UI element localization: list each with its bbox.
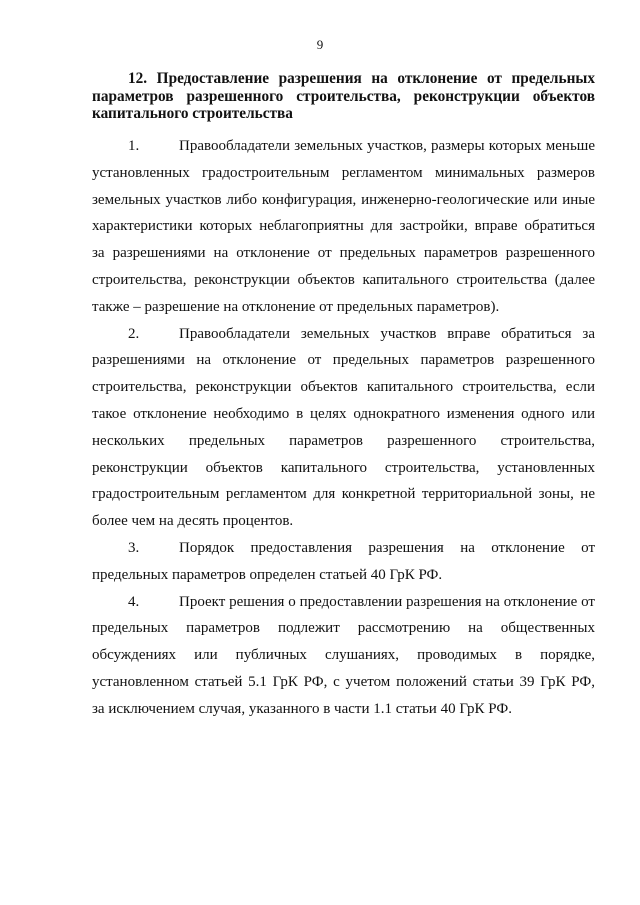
paragraph-1-text: Правообладатели земельных участков, размеры которых меньше: [179, 138, 595, 154]
paragraph-3-line: предельных параметров определен статьей 40 ГрК РФ.: [92, 566, 443, 583]
paragraph-2-line-1: [92, 321, 595, 348]
section-heading: 12. Предоставление разрешения на отклонение от предельных параметров разрешенного строительства, реконструкции объектов капитального строительства: [92, 70, 595, 123]
paragraph-2-line: строительства, реконструкции объектов капитального строительства, если: [92, 379, 595, 396]
paragraph-1-line: строительства, реконструкции объектов капитального строительства (далее: [92, 271, 595, 288]
page-number: 9: [316, 37, 324, 52]
paragraph-1-line: земельных участков либо конфигурация, инженерно-геологические или иные: [92, 191, 595, 208]
paragraph-1-line: за разрешениями на отклонение от предельных параметров разрешенного: [92, 245, 595, 262]
section-body: [92, 133, 595, 723]
paragraph-2-text: Правообладатели земельных участков вправе обратиться за: [179, 325, 595, 342]
paragraph-1-number: 1.: [128, 138, 140, 154]
paragraph-2-line: такое отклонение необходимо в целях однократного изменения одного или: [92, 405, 595, 422]
paragraph-1-line-1: [92, 133, 595, 160]
paragraph-3-number: 3.: [128, 539, 140, 556]
paragraph-4-text: Проект решения о предоставлении разрешения на отклонение от: [179, 593, 595, 610]
paragraph-4-line-1: [92, 589, 595, 616]
paragraph-2-line: реконструкции объектов капитального строительства, установленных: [92, 459, 595, 476]
paragraph-3-line-1: [92, 535, 595, 562]
paragraph-3-text: Порядок предоставления разрешения на отклонение от: [179, 539, 595, 556]
paragraph-1-line: установленных градостроительным регламентом минимальных размеров: [92, 164, 595, 181]
paragraph-2-number: 2.: [128, 325, 140, 342]
paragraph-2-line: разрешениями на отклонение от предельных параметров разрешенного: [92, 352, 595, 369]
paragraph-4-line: обсуждениях или публичных слушаниях, проводимых в порядке,: [92, 647, 595, 664]
paragraph-4-line: установленном статьей 5.1 ГрК РФ, с учетом положений статьи 39 ГрК РФ,: [92, 673, 595, 690]
paragraph-4-line: за исключением случая, указанного в части 1.1 статьи 40 ГрК РФ.: [92, 700, 512, 717]
paragraph-2-line: градостроительным регламентом для конкретной территориальной зоны, не: [92, 486, 595, 503]
paragraph-2-line: нескольких предельных параметров разрешенного строительства,: [92, 432, 595, 449]
paragraph-4-number: 4.: [128, 593, 140, 610]
paragraph-2-line: более чем на десять процентов.: [92, 513, 294, 530]
paragraph-1-line: также – разрешение на отклонение от предельных параметров).: [92, 298, 500, 315]
paragraph-4-line: предельных параметров подлежит рассмотрению на общественных: [92, 620, 595, 637]
paragraph-1-line: характеристики которых неблагоприятны для застройки, вправе обратиться: [92, 218, 595, 235]
